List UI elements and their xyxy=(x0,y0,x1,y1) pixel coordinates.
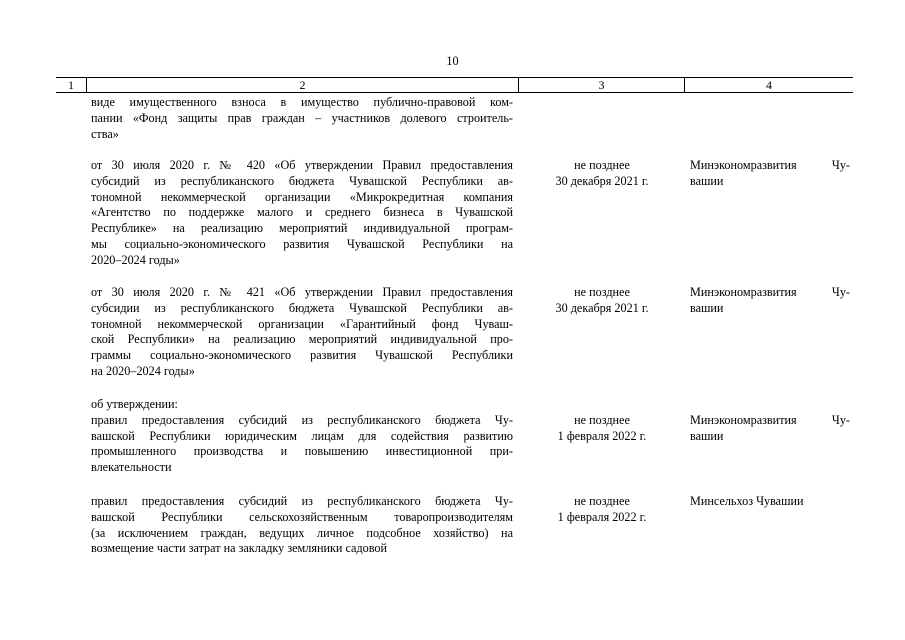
table-row-text: виде имущественного взноса в имущество публично-правовой ком- пании «Фонд защиты прав граждан – участников долевого строитель- ства» xyxy=(91,95,513,141)
deadline-cell: не позднее 1 февраля 2022 г. xyxy=(557,413,647,443)
deadline-cell: не позднее 1 февраля 2022 г. xyxy=(557,494,647,524)
responsible-cell: Минэкономразвития Чу- вашии xyxy=(690,285,850,315)
table-row-text: об утверждении: правил предоставления субсидий из республиканского бюджета Чу- вашской Республики юридическим лицам для содействия развитию промышленного производства и повышению инвестиционной при- влекательности xyxy=(91,397,513,475)
responsible-cell: Минсельхоз Чувашии xyxy=(690,494,804,508)
header-col-3: 3 xyxy=(598,78,605,92)
header-col-1: 1 xyxy=(68,78,74,92)
deadline-cell: не позднее 30 декабря 2021 г. xyxy=(555,158,649,188)
table-row-text: правил предоставления субсидий из республиканского бюджета Чу- вашской Республики сельскохозяйственным товаропроизводителям (за исключением граждан, ведущих личное подсобное хозяйство) на возмещение части затрат на закладку земляники садовой xyxy=(91,494,513,556)
header-col-4: 4 xyxy=(766,78,772,92)
table-header-row xyxy=(56,77,853,93)
page-number: 10 xyxy=(446,54,459,68)
responsible-cell: Минэкономразвития Чу- вашии xyxy=(690,413,850,443)
deadline-cell: не позднее 30 декабря 2021 г. xyxy=(555,285,649,315)
header-col-2: 2 xyxy=(299,78,306,92)
responsible-cell: Минэкономразвития Чу- вашии xyxy=(690,158,850,188)
table-row-text: от 30 июля 2020 г. № 420 «Об утверждении Правил предоставления субсидий из республиканского бюджета Чувашской Республики ав- тономной некоммерческой организации «Микрокредитная компания «Агентство по поддержке малого и среднего бизнеса в Чувашской Республике» на реализацию мероприятий индивидуальной програм- мы социально-экономического развития Чувашской Республики на 2020–2024 годы» xyxy=(91,158,513,267)
table-row-text: от 30 июля 2020 г. № 421 «Об утверждении Правил предоставления субсидии из республиканского бюджета Чувашской Республики ав- тономной некоммерческой организации «Гарантийный фонд Чуваш- ской Республики» на реализацию мероприятий индивидуальной про- граммы социально-экономического развития Чувашской Республики на 2020–2024 годы» xyxy=(91,285,513,378)
